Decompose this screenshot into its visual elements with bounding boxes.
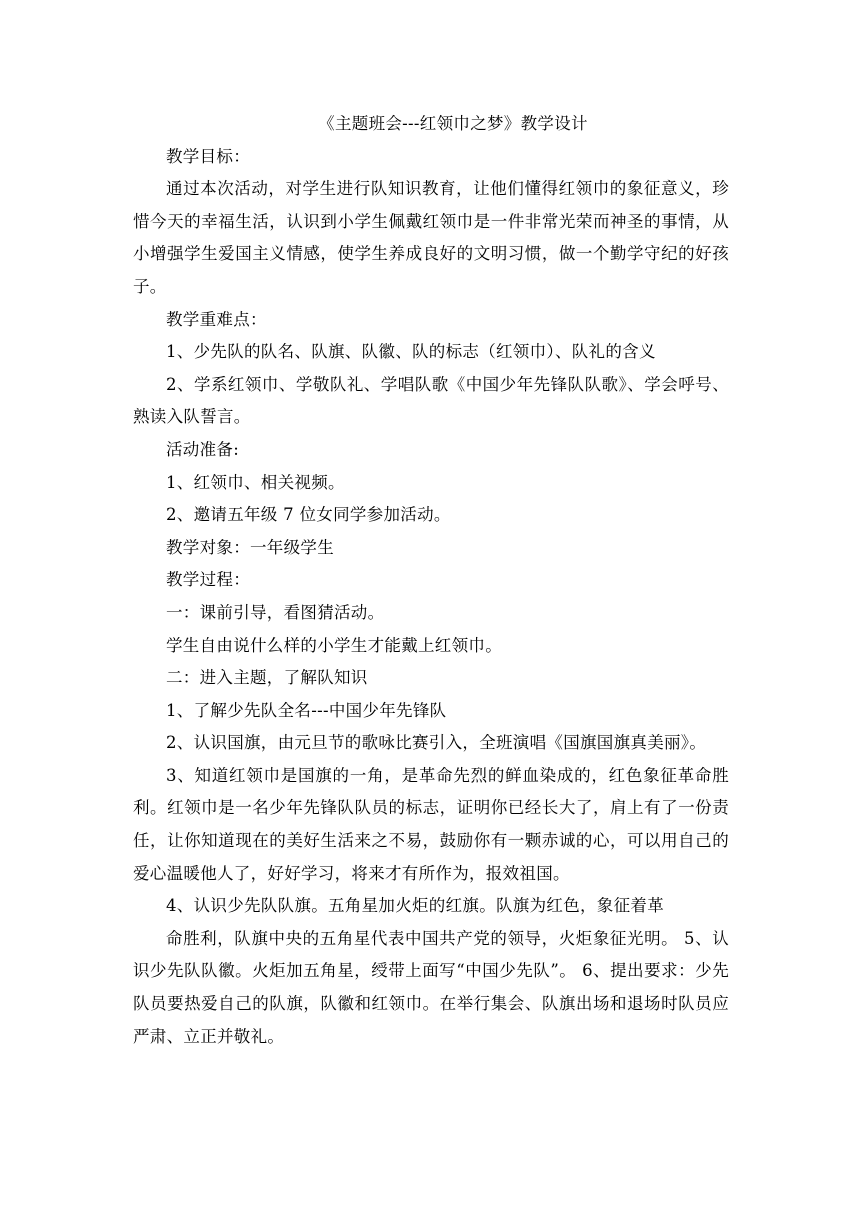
paragraph-key-point-2: 2、学系红领巾、学敬队礼、学唱队歌《中国少年先锋队队歌》、学会呼号、熟读入队誓言。	[133, 374, 729, 427]
paragraph-key-point-1: 1、少先队的队名、队旗、队徽、队的标志（红领巾）、队礼的含义	[166, 342, 656, 362]
document-title: 《主题班会---红领巾之梦》教学设计	[318, 114, 588, 133]
paragraph-preparation-1: 1、红领巾、相关视频。	[166, 472, 345, 492]
paragraph-step-1-detail: 学生自由说什么样的小学生才能戴上红领巾。	[166, 635, 502, 655]
paragraph-key-points-heading: 教学重难点：	[166, 309, 267, 329]
paragraph-objectives-body: 通过本次活动，对学生进行队知识教育，让他们懂得红领巾的象征意义，珍惜今天的幸福生活，认识到小学生佩戴红领巾是一件非常光荣而神圣的事情，从小增强学生爱国主义情感，使学生养成良好的文明习惯，做一个勤学守纪的好孩子。	[133, 179, 729, 296]
paragraph-objectives-heading: 教学目标：	[166, 146, 250, 166]
paragraph-step-2-item-4: 4、认识少先队队旗。五角星加火炬的红旗。队旗为红色，象征着革	[166, 896, 664, 916]
paragraph-step-2: 二：进入主题，了解队知识	[166, 668, 368, 688]
paragraph-process-heading: 教学过程：	[166, 570, 250, 590]
paragraph-preparation-heading: 活动准备:	[166, 439, 240, 459]
paragraph-step-2-item-4-continued: 命胜利，队旗中央的五角星代表中国共产党的领导，火炬象征光明。 5、认识少先队队徽。火炬加五角星，绶带上面写“中国少先队”。 6、提出要求：少先队员要热爱自己的队旗，队徽和红领巾。在举行集会、队旗出场和退场时队员应严肃、立正并敬礼。	[133, 928, 729, 1046]
paragraph-preparation-2: 2、邀请五年级 7 位女同学参加活动。	[166, 505, 451, 525]
paragraph-step-1: 一：课前引导，看图猜活动。	[166, 602, 385, 622]
paragraph-step-2-item-2: 2、认识国旗，由元旦节的歌咏比赛引入，全班演唱《国旗国旗真美丽》。	[166, 733, 707, 753]
paragraph-step-2-item-1: 1、了解少先队全名---中国少年先锋队	[166, 700, 447, 720]
paragraph-step-2-item-3: 3、知道红领巾是国旗的一角，是革命先烈的鲜血染成的，红色象征革命胜利。红领巾是一名少年先锋队队员的标志，证明你已经长大了，肩上有了一份责任，让你知道现在的美好生活来之不易，鼓励你有一颗赤诚的心，可以用自己的爱心温暖他人了，好好学习，将来才有所作为，报效祖国。	[133, 765, 729, 883]
document-body	[133, 108, 729, 1053]
paragraph-audience: 教学对象：一年级学生	[166, 537, 334, 557]
